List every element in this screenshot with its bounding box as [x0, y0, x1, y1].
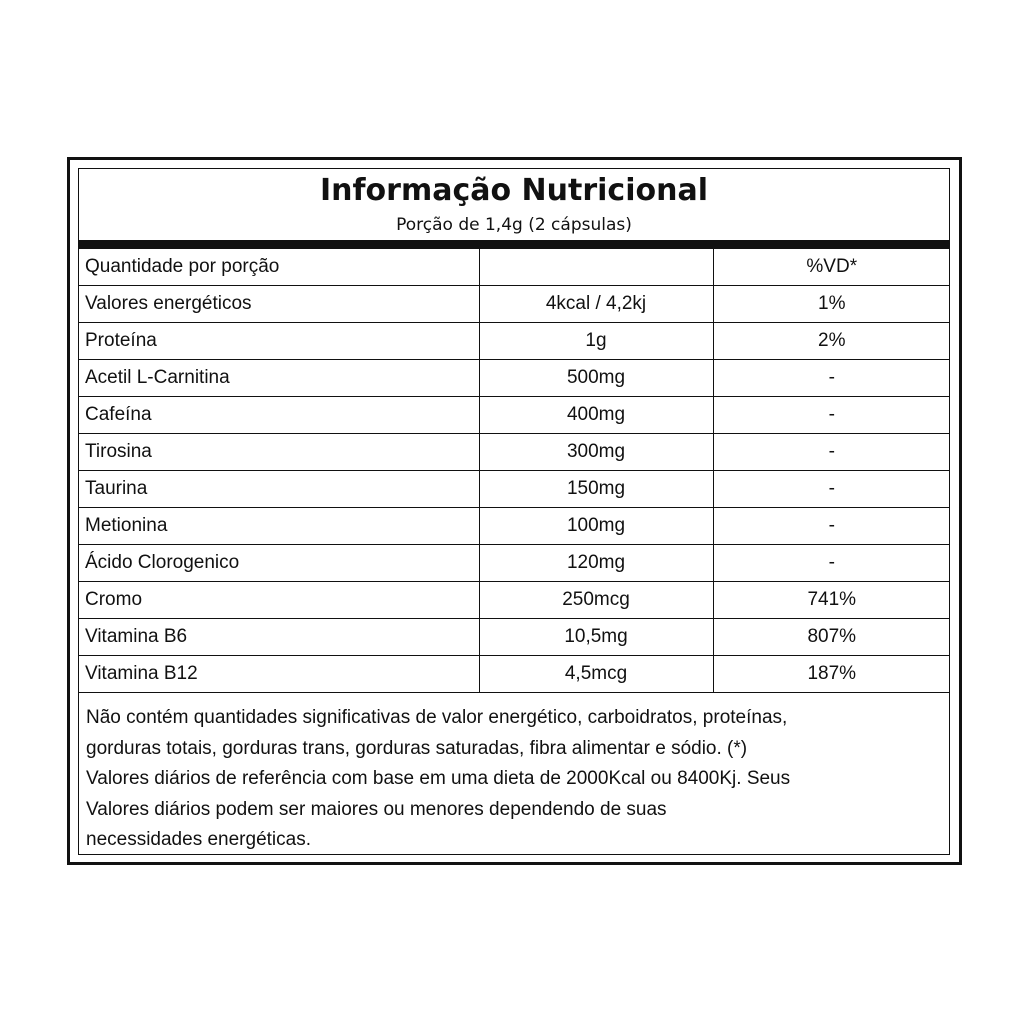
nutrient-quantity: 100mg	[479, 508, 713, 545]
nutrient-quantity: 250mcg	[479, 582, 713, 619]
nutrient-name: Acetil L-Carnitina	[78, 360, 479, 397]
table-row	[78, 434, 950, 471]
nutrient-dv: 187%	[713, 656, 950, 693]
nutrient-dv: 807%	[713, 619, 950, 656]
header-dv: %VD*	[713, 249, 950, 286]
nutrient-dv: -	[713, 471, 950, 508]
table-row	[78, 360, 950, 397]
nutrient-name: Metionina	[78, 508, 479, 545]
header-divider	[78, 240, 950, 249]
table-row	[78, 656, 950, 693]
nutrient-name: Valores energéticos	[78, 286, 479, 323]
nutrition-table	[78, 249, 950, 693]
nutrient-name: Tirosina	[78, 434, 479, 471]
nutrient-dv: -	[713, 434, 950, 471]
nutrient-dv: 2%	[713, 323, 950, 360]
footnote-line: necessidades energéticas.	[86, 829, 311, 850]
nutrient-quantity: 400mg	[479, 397, 713, 434]
nutrient-quantity: 500mg	[479, 360, 713, 397]
table-row	[78, 619, 950, 656]
table-header-row	[78, 249, 950, 286]
table-row	[78, 397, 950, 434]
nutrient-dv: -	[713, 508, 950, 545]
table-row	[78, 545, 950, 582]
panel-title: Informação Nutricional	[319, 173, 708, 208]
nutrient-name: Ácido Clorogenico	[78, 545, 479, 582]
nutrient-dv: 1%	[713, 286, 950, 323]
nutrient-name: Cromo	[78, 582, 479, 619]
nutrient-name: Vitamina B6	[78, 619, 479, 656]
nutrient-name: Vitamina B12	[78, 656, 479, 693]
nutrient-quantity: 4kcal / 4,2kj	[479, 286, 713, 323]
table-row	[78, 508, 950, 545]
footnote-line: Valores diários podem ser maiores ou menores dependendo de suas	[86, 798, 667, 820]
table-row	[78, 286, 950, 323]
footnote-line: gorduras totais, gorduras trans, gorduras saturadas, fibra alimentar e sódio. (*)	[86, 737, 748, 759]
table-row	[78, 471, 950, 508]
nutrient-quantity: 120mg	[479, 545, 713, 582]
nutrient-quantity: 300mg	[479, 434, 713, 471]
nutrient-quantity: 1g	[479, 323, 713, 360]
table-row	[78, 323, 950, 360]
serving-size: Porção de 1,4g (2 cápsulas)	[396, 215, 632, 235]
nutrient-name: Cafeína	[78, 397, 479, 434]
nutrient-dv: 741%	[713, 582, 950, 619]
footnote-line: Não contém quantidades significativas de valor energético, carboidratos, proteínas,	[86, 707, 788, 728]
table-row	[78, 582, 950, 619]
nutrient-dv: -	[713, 397, 950, 434]
nutrient-name: Proteína	[78, 323, 479, 360]
footnote	[86, 703, 946, 856]
header-quantity	[479, 249, 713, 286]
nutrient-quantity: 4,5mcg	[479, 656, 713, 693]
footnote-line: Valores diários de referência com base em uma dieta de 2000Kcal ou 8400Kj. Seus	[86, 768, 791, 789]
nutrient-quantity: 150mg	[479, 471, 713, 508]
header-label: Quantidade por porção	[78, 249, 479, 286]
nutrient-dv: -	[713, 545, 950, 582]
nutrient-name: Taurina	[78, 471, 479, 508]
nutrient-dv: -	[713, 360, 950, 397]
nutrient-quantity: 10,5mg	[479, 619, 713, 656]
